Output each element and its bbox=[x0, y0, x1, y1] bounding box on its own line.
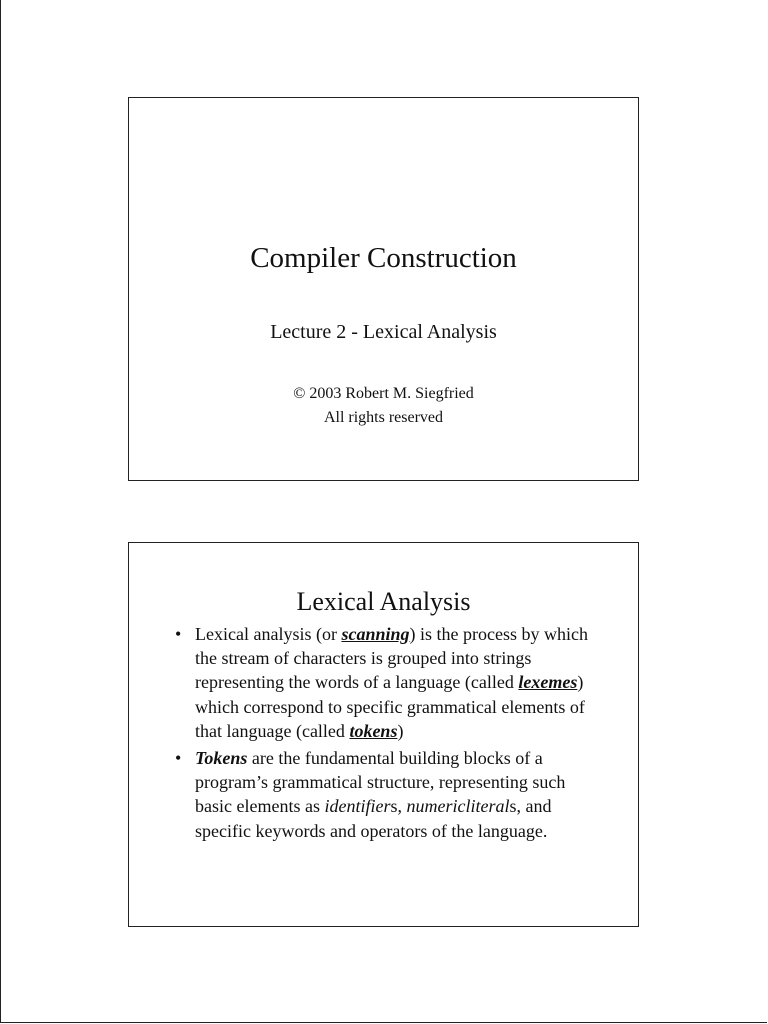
bullet-text: ) is the process by which the stream of characters is grouped into strings representing the words of a language (called bbox=[195, 624, 588, 693]
bullet-text: Lexical analysis (or bbox=[195, 624, 342, 644]
slide-title: Lexical Analysis bbox=[296, 587, 471, 616]
term-lexemes: lexemes bbox=[518, 672, 578, 693]
bullet-text: s, and specific keywords and operators of the language. bbox=[195, 796, 552, 841]
bullet-dot-icon: • bbox=[175, 748, 182, 769]
bullet-item-tokens bbox=[175, 746, 595, 843]
term-tokens: tokens bbox=[349, 720, 398, 741]
course-title: Compiler Construction bbox=[250, 242, 517, 274]
bullet-text: ) which correspond to specific grammatical elements of that language (called bbox=[195, 672, 585, 741]
term-numericliteral: numericliteral bbox=[406, 796, 510, 817]
term-scanning: scanning bbox=[341, 624, 410, 644]
title-slide bbox=[128, 97, 639, 481]
rights-line: All rights reserved bbox=[323, 409, 444, 426]
bullet-dot-icon: • bbox=[175, 624, 182, 644]
copyright-line: © 2003 Robert M. Siegfried bbox=[293, 385, 474, 402]
bullet-text: s, bbox=[390, 796, 407, 817]
copyright-block bbox=[129, 382, 638, 430]
lecture-subtitle: Lecture 2 - Lexical Analysis bbox=[270, 321, 497, 343]
bullet-text: ) bbox=[397, 720, 404, 741]
bullet-list bbox=[175, 622, 595, 846]
bullet-text: are the fundamental building blocks of a program’s grammatical structure, representing such basic elements as bbox=[195, 748, 566, 817]
term-identifier: identifier bbox=[324, 796, 391, 817]
term-tokens-bold: Tokens bbox=[195, 748, 248, 769]
lexical-analysis-slide bbox=[128, 542, 639, 927]
bullet-item-scanning bbox=[175, 622, 595, 743]
